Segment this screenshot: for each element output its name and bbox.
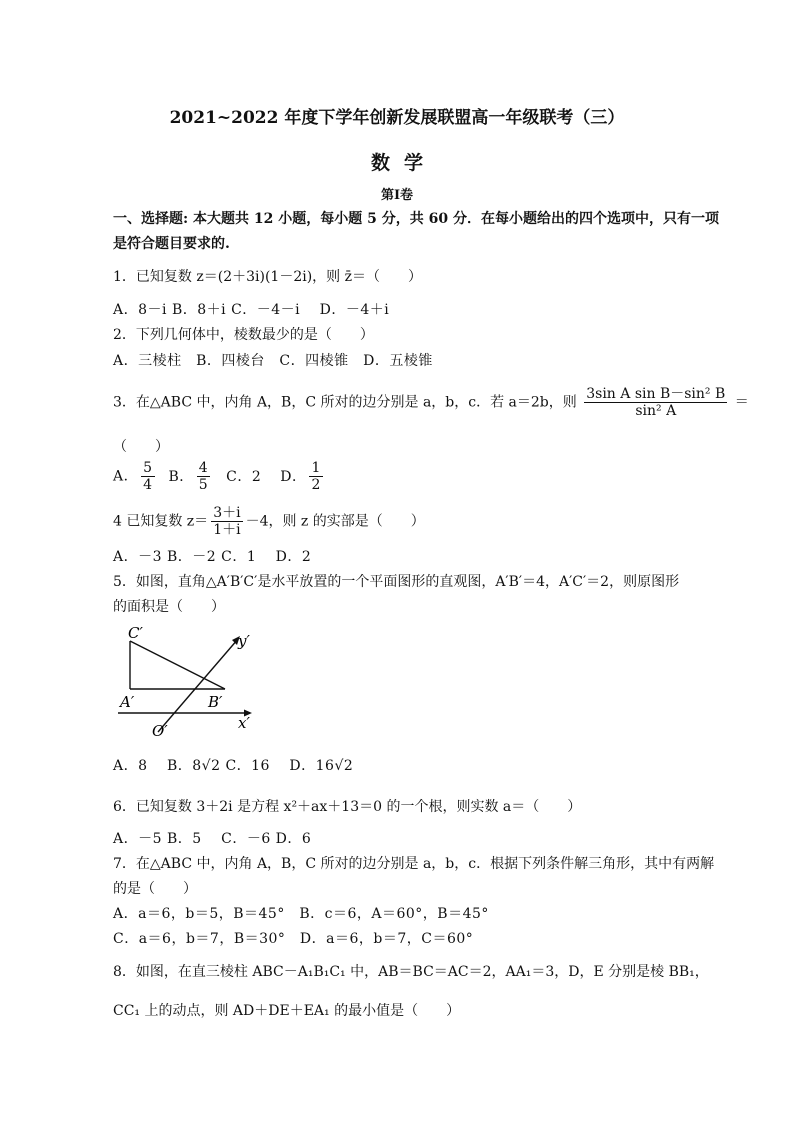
- y-axis-line: [158, 639, 238, 732]
- question-7-options-cd: C．a＝6，b＝7，B＝30° D．a＝6，b＝7，C＝60°: [113, 931, 474, 947]
- label-b: B′: [208, 693, 223, 711]
- volume-label: 第Ⅰ卷: [380, 188, 414, 203]
- question-3-stem: [113, 386, 749, 419]
- question-4-fraction-numerator: 3＋i: [213, 505, 241, 521]
- q3-option-a-fraction: [141, 460, 154, 493]
- question-6-options: A．－5 B．5 C．－6 D．6: [113, 831, 312, 847]
- question-3-fraction: [584, 386, 727, 419]
- question-3-fraction-numerator: 3sin A sin B－sin² B: [586, 386, 726, 402]
- label-a: A′: [120, 693, 135, 711]
- subject-title: 数学: [370, 152, 437, 174]
- question-7-line1: 7．在△ABC 中，内角 A，B，C 所对的边分别是 a，b，c．根据下列条件解三角形，其中有两解: [113, 856, 715, 872]
- question-3-fraction-denominator: sin² A: [635, 403, 677, 420]
- question-1-stem: 1．已知复数 z＝(2＋3i)(1－2i)，则 z̄＝（ ）: [113, 269, 422, 285]
- question-2-stem: 2．下列几何体中，棱数最少的是（ ）: [113, 327, 374, 343]
- label-c: C′: [128, 624, 143, 642]
- q3-option-b-label: B．: [168, 468, 194, 485]
- question-5-line2: 的面积是（ ）: [113, 599, 225, 615]
- question-3-options: [113, 460, 326, 493]
- question-3-equals: ＝: [734, 394, 749, 411]
- question-4-stem-text: 4 已知复数 z＝: [113, 513, 209, 530]
- question-5-figure: [110, 620, 260, 740]
- q3-option-d-fraction: [309, 460, 322, 493]
- q3-option-d-label: D．: [280, 468, 307, 485]
- question-4-options: A．－3 B．－2 C．1 D．2: [113, 549, 312, 565]
- question-8-line2: CC₁ 上的动点，则 AD＋DE＋EA₁ 的最小值是（ ）: [113, 1003, 461, 1019]
- question-7-options-ab: A．a＝6，b＝5，B＝45° B．c＝6，A＝60°，B＝45°: [113, 906, 489, 922]
- q3-option-c: C．2: [226, 468, 262, 485]
- q3-option-a-den: 4: [143, 477, 153, 494]
- question-8-line1: 8．如图，在直三棱柱 ABC－A₁B₁C₁ 中，AB＝BC＝AC＝2，AA₁＝3，D，E 分别是棱 BB₁，: [113, 964, 709, 980]
- question-4-stem-tail: －4，则 z 的实部是（ ）: [245, 513, 425, 530]
- q3-option-b-num: 4: [198, 460, 209, 476]
- exam-title: 2021~2022 年度下学年创新发展联盟高一年级联考（三）: [169, 108, 625, 128]
- q3-option-b-den: 5: [198, 477, 209, 494]
- question-7-line2: 的是（ ）: [113, 881, 197, 897]
- label-x: x′: [238, 714, 250, 732]
- section-heading-line1: 一、选择题: 本大题共 12 小题，每小题 5 分，共 60 分．在每小题给出的四个选项中，只有一项: [113, 211, 719, 227]
- question-3-stem-text: 3．在△ABC 中，内角 A，B，C 所对的边分别是 a，b，c．若 a＝2b，则: [113, 394, 577, 411]
- question-4-stem: [113, 505, 425, 538]
- q3-option-d-den: 2: [311, 477, 321, 494]
- question-1-options: A．8－i B．8＋i C．－4－i D．－4＋i: [113, 302, 390, 318]
- question-6-stem: 6．已知复数 3＋2i 是方程 x²＋ax＋13＝0 的一个根，则实数 a＝（ ）: [113, 799, 582, 815]
- q3-option-b-fraction: [197, 460, 210, 493]
- question-5-line1: 5．如图，直角△A′B′C′是水平放置的一个平面图形的直观图，A′B′＝4，A′C′＝2，则原图形: [113, 574, 680, 590]
- question-4-fraction: [211, 505, 242, 538]
- question-5-options: A．8 B．8√2 C．16 D．16√2: [113, 758, 354, 774]
- triangle-side-cb: [130, 641, 225, 689]
- question-2-options: A．三棱柱 B．四棱台 C．四棱锥 D．五棱锥: [113, 353, 433, 369]
- q3-option-a-num: 5: [143, 460, 153, 476]
- question-4-fraction-denominator: 1＋i: [213, 522, 241, 539]
- section-heading-line2: 是符合题目要求的.: [113, 236, 230, 252]
- q3-option-d-num: 1: [311, 460, 321, 476]
- label-o: O′: [152, 722, 168, 740]
- q3-option-a-label: A．: [113, 468, 139, 485]
- label-y: y′: [238, 632, 250, 650]
- question-3-paren: （ ）: [113, 439, 169, 455]
